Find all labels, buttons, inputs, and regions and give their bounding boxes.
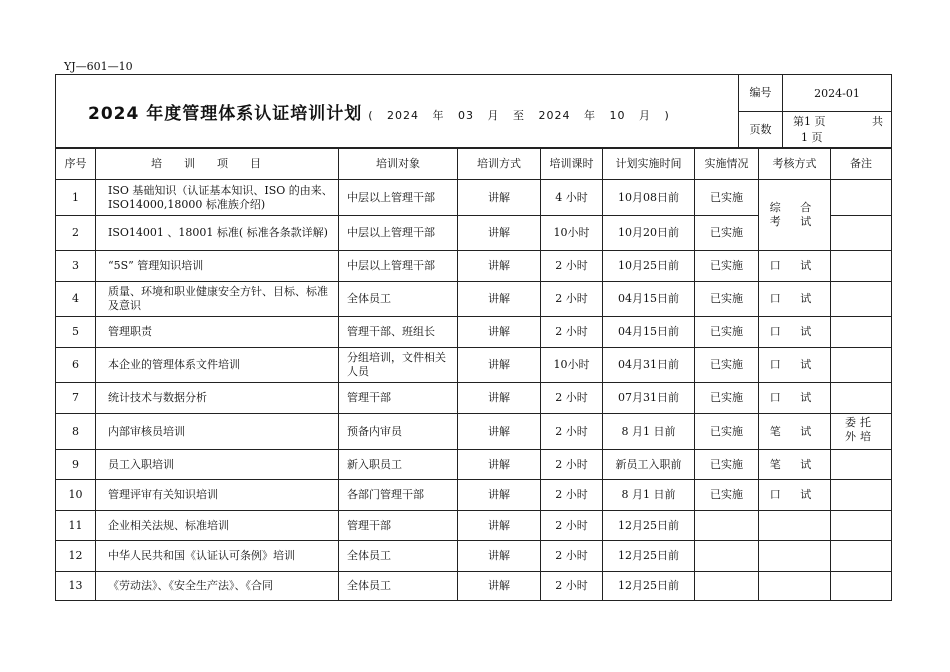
row-target: 全体员工 — [339, 541, 458, 572]
row-item: ISO14001 、18001 标准( 标准各条款详解) — [96, 216, 339, 251]
row-exam — [759, 541, 831, 572]
row-hours: 10小时 — [541, 216, 603, 251]
row-hours: 2 小时 — [541, 282, 603, 317]
row-exam-merged: 综 合 考 试 — [759, 180, 831, 251]
row-remark — [831, 251, 892, 282]
row-target: 全体员工 — [339, 572, 458, 601]
row-exam: 笔 试 — [759, 450, 831, 480]
page-count-total-label: 共 — [872, 115, 883, 128]
row-status — [695, 511, 759, 541]
number-label: 编号 — [739, 75, 783, 112]
row-target: 预备内审员 — [339, 414, 458, 450]
row-no: 11 — [56, 511, 96, 541]
training-plan-table — [55, 147, 892, 601]
row-hours: 2 小时 — [541, 317, 603, 348]
row-target: 各部门管理干部 — [339, 480, 458, 511]
row-no: 7 — [56, 383, 96, 414]
row-exam: 口 试 — [759, 383, 831, 414]
row-method: 讲解 — [458, 282, 541, 317]
row-remark — [831, 317, 892, 348]
row-target: 中层以上管理干部 — [339, 216, 458, 251]
row-no: 3 — [56, 251, 96, 282]
row-item: 质量、环境和职业健康安全方针、目标、标准及意识 — [96, 282, 339, 317]
row-time: 8 月1 日前 — [603, 414, 695, 450]
row-status: 已实施 — [695, 282, 759, 317]
row-hours: 2 小时 — [541, 251, 603, 282]
row-item: 员工入职培训 — [96, 450, 339, 480]
row-method: 讲解 — [458, 511, 541, 541]
page-count-label: 页数 — [739, 112, 783, 149]
row-exam: 口 试 — [759, 480, 831, 511]
row-exam: 口 试 — [759, 251, 831, 282]
row-status: 已实施 — [695, 251, 759, 282]
row-remark — [831, 450, 892, 480]
row-time: 10月25日前 — [603, 251, 695, 282]
row-exam: 口 试 — [759, 317, 831, 348]
row-status: 已实施 — [695, 317, 759, 348]
row-item: “5S” 管理知识培训 — [96, 251, 339, 282]
row-time: 12月25日前 — [603, 572, 695, 601]
row-method: 讲解 — [458, 572, 541, 601]
row-no: 5 — [56, 317, 96, 348]
row-method: 讲解 — [458, 414, 541, 450]
row-exam: 口 试 — [759, 348, 831, 383]
row-method: 讲解 — [458, 450, 541, 480]
plan-period: ( 2024 年 03 月 至 2024 年 10 月 ) — [368, 109, 670, 122]
col-header-item: 培训项目 — [96, 148, 339, 180]
row-time: 8 月1 日前 — [603, 480, 695, 511]
row-target: 管理干部、班组长 — [339, 317, 458, 348]
row-status: 已实施 — [695, 216, 759, 251]
row-no: 1 — [56, 180, 96, 216]
table-row — [56, 348, 892, 383]
row-method: 讲解 — [458, 383, 541, 414]
number-value: 2024-01 — [783, 75, 892, 112]
row-hours: 2 小时 — [541, 450, 603, 480]
row-status: 已实施 — [695, 414, 759, 450]
row-status — [695, 572, 759, 601]
table-row — [56, 251, 892, 282]
row-no: 6 — [56, 348, 96, 383]
header-table — [55, 74, 892, 149]
table-row — [56, 511, 892, 541]
col-header-no: 序号 — [56, 148, 96, 180]
row-time: 04月15日前 — [603, 282, 695, 317]
row-time: 07月31日前 — [603, 383, 695, 414]
row-no: 4 — [56, 282, 96, 317]
row-target: 分组培训，文件相关人员 — [339, 348, 458, 383]
row-remark — [831, 511, 892, 541]
row-remark — [831, 216, 892, 251]
col-header-remark: 备注 — [831, 148, 892, 180]
row-status: 已实施 — [695, 348, 759, 383]
table-row — [56, 480, 892, 511]
row-no: 10 — [56, 480, 96, 511]
row-item: 内部审核员培训 — [96, 414, 339, 450]
table-row — [56, 317, 892, 348]
page-count-value — [783, 112, 892, 149]
row-exam: 口 试 — [759, 282, 831, 317]
row-remark — [831, 480, 892, 511]
row-status: 已实施 — [695, 480, 759, 511]
row-no: 8 — [56, 414, 96, 450]
table-header-row — [56, 148, 892, 180]
row-hours: 2 小时 — [541, 511, 603, 541]
row-no: 13 — [56, 572, 96, 601]
row-hours: 2 小时 — [541, 480, 603, 511]
table-row — [56, 541, 892, 572]
row-exam — [759, 572, 831, 601]
row-time: 新员工入职前 — [603, 450, 695, 480]
table-row — [56, 180, 892, 216]
row-time: 04月31日前 — [603, 348, 695, 383]
row-item: 管理职责 — [96, 317, 339, 348]
col-header-time: 计划实施时间 — [603, 148, 695, 180]
row-target: 管理干部 — [339, 511, 458, 541]
row-status: 已实施 — [695, 450, 759, 480]
table-row — [56, 572, 892, 601]
document-code: YJ—601—10 — [64, 60, 133, 73]
row-time: 10月08日前 — [603, 180, 695, 216]
row-status: 已实施 — [695, 383, 759, 414]
col-header-hours: 培训课时 — [541, 148, 603, 180]
row-target: 全体员工 — [339, 282, 458, 317]
title-cell — [56, 75, 739, 149]
row-target: 新入职员工 — [339, 450, 458, 480]
page-count-current: 第1 页 — [793, 115, 826, 128]
row-remark — [831, 541, 892, 572]
row-item: 《劳动法》、《安全生产法》、《合同 — [96, 572, 339, 601]
page-title: 2024 年度管理体系认证培训计划 — [88, 104, 363, 124]
row-item: 本企业的管理体系文件培训 — [96, 348, 339, 383]
row-time: 10月20日前 — [603, 216, 695, 251]
row-hours: 10小时 — [541, 348, 603, 383]
col-header-exam: 考核方式 — [759, 148, 831, 180]
row-time: 12月25日前 — [603, 511, 695, 541]
row-remark — [831, 348, 892, 383]
row-status — [695, 541, 759, 572]
row-remark — [831, 282, 892, 317]
table-row — [56, 282, 892, 317]
table-row — [56, 414, 892, 450]
row-hours: 4 小时 — [541, 180, 603, 216]
row-no: 12 — [56, 541, 96, 572]
row-method: 讲解 — [458, 480, 541, 511]
row-exam: 笔 试 — [759, 414, 831, 450]
table-row — [56, 383, 892, 414]
row-remark — [831, 383, 892, 414]
row-item: 统计技术与数据分析 — [96, 383, 339, 414]
row-item: 中华人民共和国《认证认可条例》培训 — [96, 541, 339, 572]
row-no: 2 — [56, 216, 96, 251]
row-time: 04月15日前 — [603, 317, 695, 348]
row-method: 讲解 — [458, 541, 541, 572]
row-method: 讲解 — [458, 180, 541, 216]
row-remark — [831, 572, 892, 601]
row-target: 中层以上管理干部 — [339, 251, 458, 282]
row-hours: 2 小时 — [541, 541, 603, 572]
row-method: 讲解 — [458, 251, 541, 282]
col-header-target: 培训对象 — [339, 148, 458, 180]
row-remark — [831, 180, 892, 216]
row-hours: 2 小时 — [541, 383, 603, 414]
row-hours: 2 小时 — [541, 572, 603, 601]
row-target: 管理干部 — [339, 383, 458, 414]
col-header-status: 实施情况 — [695, 148, 759, 180]
row-method: 讲解 — [458, 216, 541, 251]
col-header-method: 培训方式 — [458, 148, 541, 180]
table-row — [56, 450, 892, 480]
row-no: 9 — [56, 450, 96, 480]
row-item: ISO 基础知识（认证基本知识、ISO 的由来、ISO14000,18000 标准族介绍) — [96, 180, 339, 216]
row-time: 12月25日前 — [603, 541, 695, 572]
row-method: 讲解 — [458, 348, 541, 383]
row-exam — [759, 511, 831, 541]
row-remark: 委托外培 — [831, 414, 892, 450]
page-count-total: 1 页 — [801, 131, 823, 144]
row-hours: 2 小时 — [541, 414, 603, 450]
row-item: 企业相关法规、标准培训 — [96, 511, 339, 541]
row-status: 已实施 — [695, 180, 759, 216]
row-target: 中层以上管理干部 — [339, 180, 458, 216]
row-item: 管理评审有关知识培训 — [96, 480, 339, 511]
row-method: 讲解 — [458, 317, 541, 348]
